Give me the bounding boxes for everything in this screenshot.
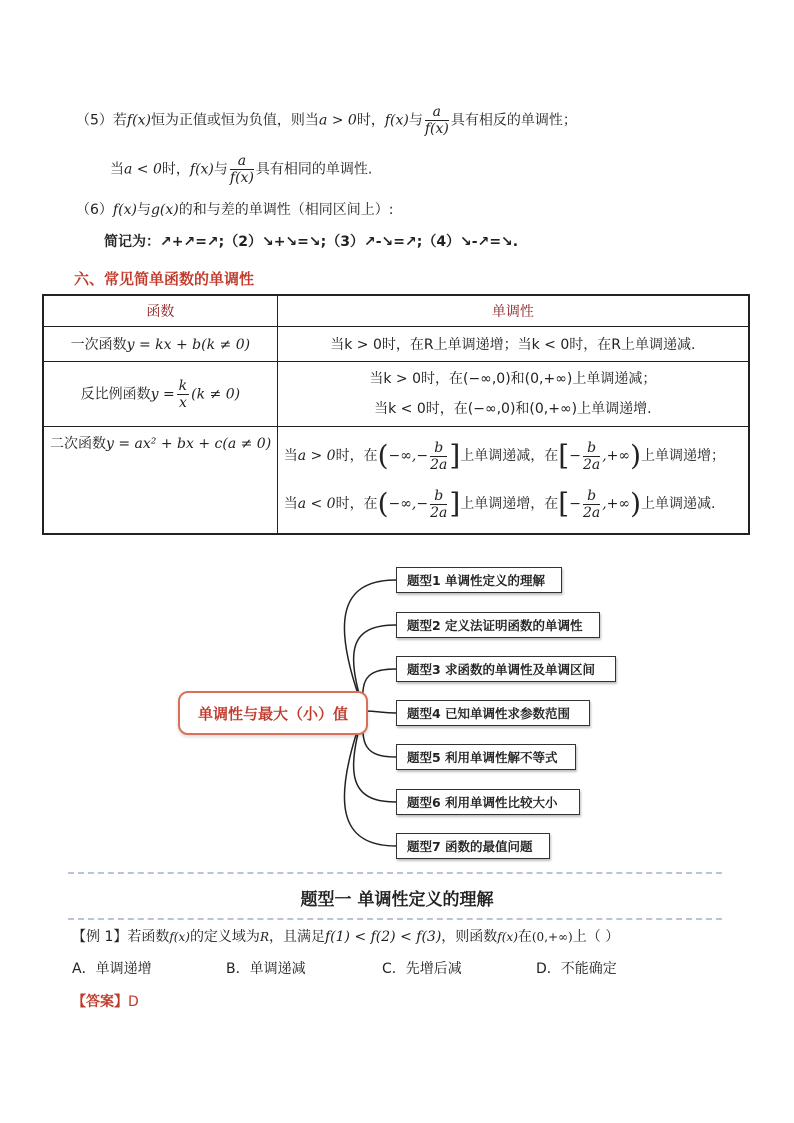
p6-gx: g(x) (150, 202, 179, 218)
row3-l1-d: 上单调递增； (641, 448, 726, 464)
example-interval: (0,+∞) (531, 930, 573, 944)
right-bracket: ] (449, 439, 461, 472)
row2-mono2: 当k < 0时，在(−∞,0)和(0,+∞)上单调递增. (374, 401, 652, 417)
row3-int-left: −∞,− (388, 448, 429, 464)
row3-int-right-post: ,+∞ (602, 496, 631, 512)
row3-monotonicity (277, 427, 749, 535)
p5-frac2-den: f(x) (229, 170, 254, 186)
p5-text-e: 具有相反的单调性； (450, 112, 577, 129)
header-function: 函数 (43, 295, 277, 327)
answer-label: 【答案】 (72, 994, 128, 1010)
row3-l2-cond: a < 0 (297, 496, 336, 512)
example-text-a: 若函数 (127, 929, 170, 945)
p5-text-b: 恒为正值或恒为负值，则当 (150, 112, 319, 129)
row3-int-right-pre: − (569, 448, 581, 464)
row3-l2-d: 上单调递减. (641, 496, 716, 512)
property-6-line2: 简记为：↗+↗=↗;（2）↘+↘=↘;（3）↗-↘=↗;（4）↘-↗=↘. (104, 234, 519, 250)
left-paren: ( (377, 439, 389, 472)
option-a: A．单调递增 (72, 961, 152, 977)
mindmap-item-5: 题型5 利用单调性解不等式 (396, 744, 576, 770)
row3-frac-1 (430, 440, 447, 473)
p5-cond1: a > 0 (318, 112, 357, 129)
row3-line2 (284, 480, 748, 528)
row1-monotonicity: 当k > 0时，在R上单调递增；当k < 0时，在R上单调递减. (277, 327, 749, 362)
row3-l1-a: 当 (283, 448, 298, 464)
p5-frac-num: a (425, 104, 449, 121)
monotonicity-table (42, 294, 750, 535)
mindmap-item-4: 题型4 已知单调性求参数范围 (396, 700, 590, 726)
row2-mono1: 当k > 0时，在(−∞,0)和(0,+∞)上单调递减； (369, 371, 657, 387)
frac-num: b (583, 440, 600, 457)
p6-text-a: （6） (76, 202, 113, 218)
p5-fx: f(x) (126, 112, 151, 129)
row2-monotonicity (277, 362, 749, 427)
row1-fn-label: 一次函数 (70, 337, 127, 353)
p5-l2-a: 当 (110, 161, 124, 178)
p6-fx: f(x) (112, 202, 137, 218)
section-title: 六、常见简单函数的单调性 (74, 270, 255, 288)
example-text-d: ，则函数 (441, 929, 498, 945)
right-bracket: ] (449, 487, 461, 520)
example-text-c: ，且满足 (268, 929, 325, 945)
row3-fn-expr: y = ax² + bx + c(a ≠ 0) (106, 436, 272, 452)
row3-l2-a: 当 (283, 496, 298, 512)
p5-fraction-2 (230, 153, 254, 186)
p5-l2-b: 时， (161, 161, 190, 178)
mindmap-center: 单调性与最大（小）值 (178, 691, 368, 735)
frac-num: b (430, 488, 447, 505)
answer-line (72, 992, 139, 1012)
example-text-e: 在 (517, 929, 532, 945)
option-d: D．不能确定 (536, 961, 617, 977)
option-b: B．单调递减 (226, 961, 306, 977)
example-text-b: 的定义域为 (189, 929, 260, 945)
row2-fn-tail: (k ≠ 0) (191, 386, 241, 402)
frac-num: b (430, 440, 447, 457)
table-row (43, 427, 749, 535)
left-bracket: [ (558, 487, 570, 520)
p5-text-a: （5）若 (76, 112, 127, 129)
p5-fx-2: f(x) (384, 112, 409, 129)
frac-num: b (583, 488, 600, 505)
row3-l1-b: 时，在 (335, 448, 378, 464)
p6-text-b: 的和与差的单调性（相同区间上）: (178, 202, 394, 218)
row2-frac-num: k (178, 377, 188, 394)
example-R: R (259, 930, 269, 944)
table-row (43, 362, 749, 427)
answer-value: D (128, 994, 139, 1010)
row3-int-left: −∞,− (388, 496, 429, 512)
row3-frac-4 (583, 488, 600, 521)
row3-int-right-post: ,+∞ (602, 448, 631, 464)
p5-l2-c: 与 (213, 161, 228, 178)
row1-fn-expr: y = kx + b(k ≠ 0) (126, 337, 251, 353)
frac-den: 2a (582, 504, 601, 521)
option-c: C．先增后减 (382, 961, 462, 977)
example-fx: f(x) (169, 930, 190, 944)
p6-mid: 与 (136, 202, 151, 218)
p5-l2-fx: f(x) (189, 161, 214, 178)
row3-line1 (284, 432, 748, 480)
property-6-line1 (76, 200, 393, 220)
row3-frac-2 (583, 440, 600, 473)
table-row (43, 327, 749, 362)
row3-l2-c: 上单调递增，在 (460, 496, 559, 512)
p5-frac2-num: a (230, 153, 254, 170)
property-5-line1 (76, 104, 577, 137)
property-5-line2 (110, 153, 372, 186)
p5-text-d: 与 (408, 112, 423, 129)
row3-function (43, 427, 277, 535)
table-header-row (43, 295, 749, 327)
divider-bottom (68, 918, 722, 920)
left-bracket: [ (558, 439, 570, 472)
row3-l1-cond: a > 0 (297, 448, 336, 464)
frac-den: 2a (582, 456, 601, 473)
mindmap-item-1: 题型1 单调性定义的理解 (396, 567, 562, 593)
right-paren: ) (630, 487, 642, 520)
row3-frac-3 (430, 488, 447, 521)
frac-den: 2a (430, 456, 448, 473)
p5-fraction (425, 104, 449, 137)
example-ineq: f(1) < f(2) < f(3) (324, 929, 442, 945)
row3-fn-label: 二次函数 (50, 436, 106, 452)
topic-title: 题型一 单调性定义的理解 (300, 890, 494, 910)
frac-den: 2a (430, 504, 448, 521)
row3-l1-c: 上单调递减，在 (460, 448, 559, 464)
left-paren: ( (377, 487, 389, 520)
connector-4 (364, 711, 396, 713)
p5-text-c: 时， (356, 112, 385, 129)
mindmap-item-3: 题型3 求函数的单调性及单调区间 (396, 656, 616, 682)
example-label: 【例 1】 (72, 929, 128, 945)
mindmap-item-6: 题型6 利用单调性比较大小 (396, 789, 580, 815)
example-text-f: 上（ ） (572, 929, 620, 945)
divider-top (68, 872, 722, 874)
row3-int-right-pre: − (569, 496, 581, 512)
right-paren: ) (630, 439, 642, 472)
header-monotonicity: 单调性 (277, 295, 749, 327)
row1-function (43, 327, 277, 362)
row3-l2-b: 时，在 (335, 496, 378, 512)
p5-l2-d: 具有相同的单调性. (255, 161, 373, 178)
mindmap-item-7: 题型7 函数的最值问题 (396, 833, 550, 859)
row2-function (43, 362, 277, 427)
row2-frac-den: x (178, 394, 187, 411)
row2-fraction (177, 378, 189, 411)
mindmap-item-2: 题型2 定义法证明函数的单调性 (396, 612, 600, 638)
example-1 (72, 927, 619, 947)
p5-cond2: a < 0 (124, 161, 162, 178)
example-fx-2: f(x) (497, 930, 518, 944)
row2-fn-label: 反比例函数 (80, 386, 151, 402)
p5-frac-den: f(x) (424, 121, 449, 137)
row2-fn-y: y = (150, 386, 175, 402)
